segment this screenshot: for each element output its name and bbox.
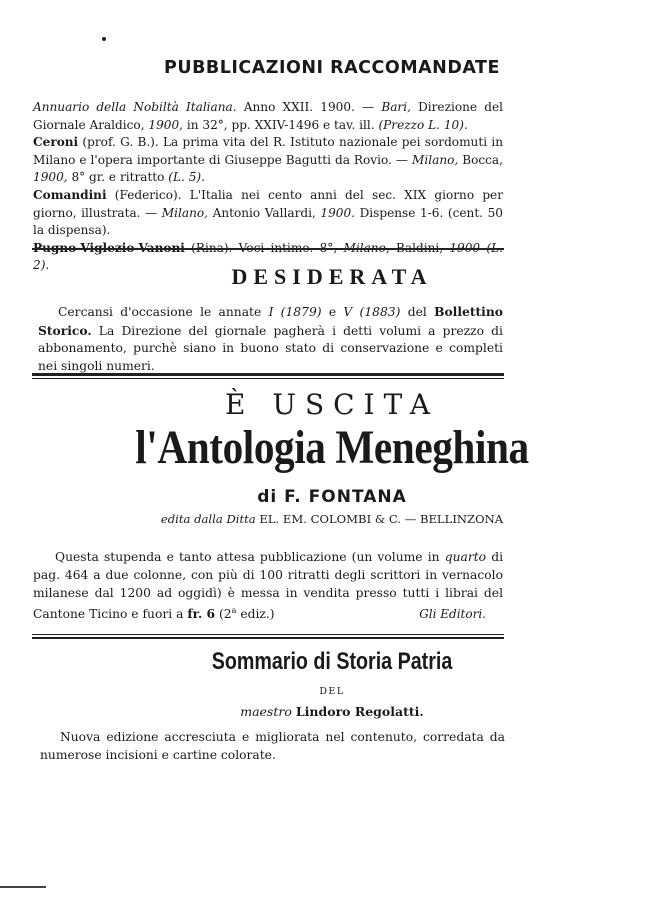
price: fr. 6 <box>187 606 216 622</box>
divider <box>32 634 504 635</box>
list-item: Ceroni (prof. G. B.). La prima vita del R. Istituto nazionale pei sordomuti in Milano e l'opera importante di Giuseppe Bagutti da Rovio. — Milano, Bocca, 1900, 8° gr. e ritratto (L. 5). <box>33 135 503 185</box>
entry-author: Ceroni <box>33 135 79 150</box>
list-item: 2). <box>33 240 503 275</box>
signature: Gli Editori. <box>419 607 486 621</box>
desiderata-text: Cercansi d'occasione le annate I (1879) e V (1883) del Bollettino Storico. La Direzione del giornale pagherà i detti volumi a prezzo di abbonamento, purchè siano in buono stato di conservazione e completi nei singoli numeri. <box>38 304 503 373</box>
entry-lead: Annuario della Nobiltà Italiana. <box>33 100 237 114</box>
pubblicazioni-heading: PUBBLICAZIONI RACCOMANDATE <box>164 58 500 78</box>
divider <box>32 248 504 250</box>
list-item: Comandini (Federico). L'Italia nei cento anni del sec. XIX giorno per giorno, illustrata. — Milano, Antonio Vallardi, 1900. Dispense 1-6. (cent. 50 la dispensa). <box>33 187 503 238</box>
entry-author: Comandini <box>33 187 107 202</box>
publisher-line: edita dalla Ditta EL. EM. COLOMBI & C. — BELLINZONA <box>160 512 504 526</box>
page-edge-mark <box>0 886 46 888</box>
sommario-del: DEL <box>319 686 345 697</box>
list-item: Annuario della Nobiltà Italiana. Anno XXII. 1900. — Bari, Direzione del Giornale Araldico, 1900, in 32°, pp. XXIV-1496 e tav. ill. (Prezzo L. 10). <box>33 100 503 132</box>
divider <box>32 373 504 376</box>
divider <box>32 637 504 639</box>
sommario-author: maestro Lindoro Regolatti. <box>240 704 424 719</box>
sommario-heading: Sommario di Storia Patria <box>211 648 453 675</box>
book-description: Questa stupenda e tanto attesa pubblicazione (un volume in quarto di pag. 464 a due colonne, con più di 100 ritratti degli scrittori in vernacolo milanese dal 1200 ad oggidì) è messa in vendita presso tutti i librai del Cantone Ticino e fuori a fr. 6 (2$^a$ ediz.) <box>33 550 503 622</box>
bollettino-title: Bollettino Storico. <box>38 304 503 338</box>
divider <box>32 378 504 379</box>
book-author: di F. FONTANA <box>257 487 407 507</box>
uscita-heading: È USCITA <box>225 388 439 421</box>
book-title: l'Antologia Meneghina <box>135 421 529 474</box>
ink-dot <box>102 37 106 41</box>
sommario-description: Nuova edizione accresciuta e migliorata nel contenuto, corredata da numerose incisioni e cartine colorate. <box>40 730 505 762</box>
desiderata-heading: DESIDERATA <box>231 264 433 289</box>
